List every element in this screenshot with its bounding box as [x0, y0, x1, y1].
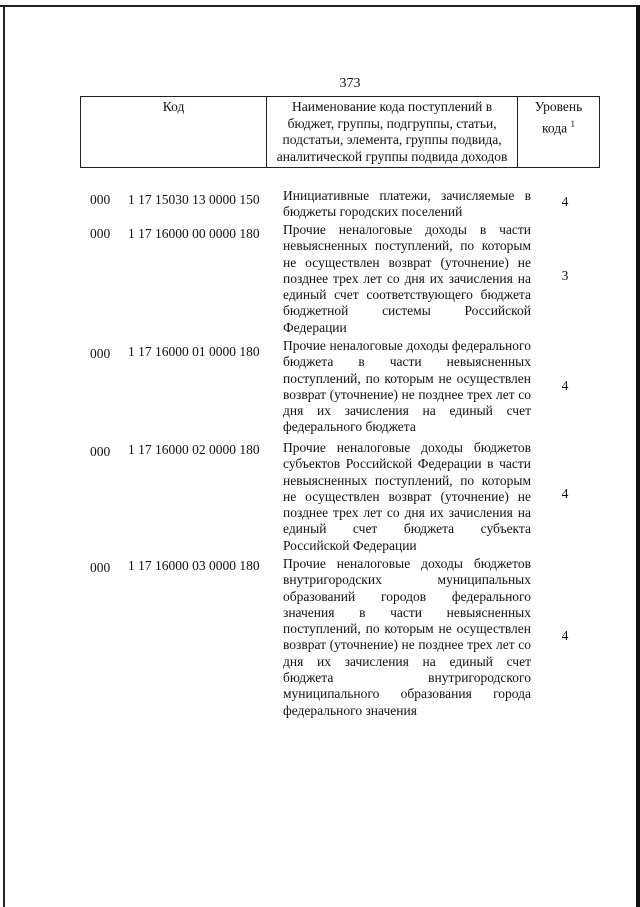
header-code: Код: [81, 97, 267, 168]
header-name: Наименование кода поступлений в бюджет, группы, подгруппы, статьи, подстатьи, элемента, группы подвида, аналитической группы подвида доходов: [267, 97, 518, 168]
scan-border-right: [636, 5, 640, 907]
page-number: 373: [339, 76, 361, 91]
row-prefix: 000: [90, 560, 111, 575]
row-prefix: 000: [90, 192, 111, 207]
row-code: 1 17 16000 01 0000 180: [128, 344, 260, 359]
header-level-label: Уровень кода: [534, 99, 583, 135]
row-name: Прочие неналоговые доходы бюджетов субъектов Российской Федерации в части невыясненных поступлений, по которым не осуществлен возврат (уточнение) не позднее трех лет со дня их зачисления на единый счет бюджета субъекта Российской Федерации: [283, 440, 531, 553]
table-header: [80, 96, 600, 168]
scan-border-top: [0, 5, 640, 7]
row-level: 4: [561, 194, 569, 209]
row-prefix: 000: [90, 346, 111, 361]
row-prefix: 000: [90, 444, 111, 459]
row-prefix: 000: [90, 226, 111, 241]
row-code: 1 17 15030 13 0000 150: [128, 192, 260, 207]
row-level: 4: [561, 628, 569, 643]
row-code: 1 17 16000 02 0000 180: [128, 442, 260, 457]
header-level: [518, 97, 600, 168]
row-code: 1 17 16000 00 0000 180: [128, 226, 260, 241]
scan-border-left: [3, 5, 5, 907]
header-level-footnote: 1: [570, 118, 576, 129]
row-name: Прочие неналоговые доходы бюджетов внутригородских муниципальных образований городов федерального значения в части невыясненных поступлений, по которым не осуществлен возврат (уточнение) не позднее трех лет со дня их зачисления на единый счет бюджета внутригородского муниципального образования города федерального значения: [283, 556, 531, 718]
row-level: 4: [561, 378, 569, 393]
row-level: 4: [561, 486, 569, 501]
row-code: 1 17 16000 03 0000 180: [128, 558, 260, 573]
row-level: 3: [561, 268, 569, 283]
row-name: Прочие неналоговые доходы в части невыясненных поступлений, по которым не осуществлен возврат (уточнение) не позднее трех лет со дня их зачисления на единый счет соответствующего бюджета бюджетной системы Российской Федерации: [283, 222, 531, 335]
row-name: Прочие неналоговые доходы федерального бюджета в части невыясненных поступлений, по которым не осуществлен возврат (уточнение) не позднее трех лет со дня их зачисления на единый счет федерального бюджета: [283, 338, 531, 435]
row-name: Инициативные платежи, зачисляемые в бюджеты городских поселений: [283, 188, 531, 220]
